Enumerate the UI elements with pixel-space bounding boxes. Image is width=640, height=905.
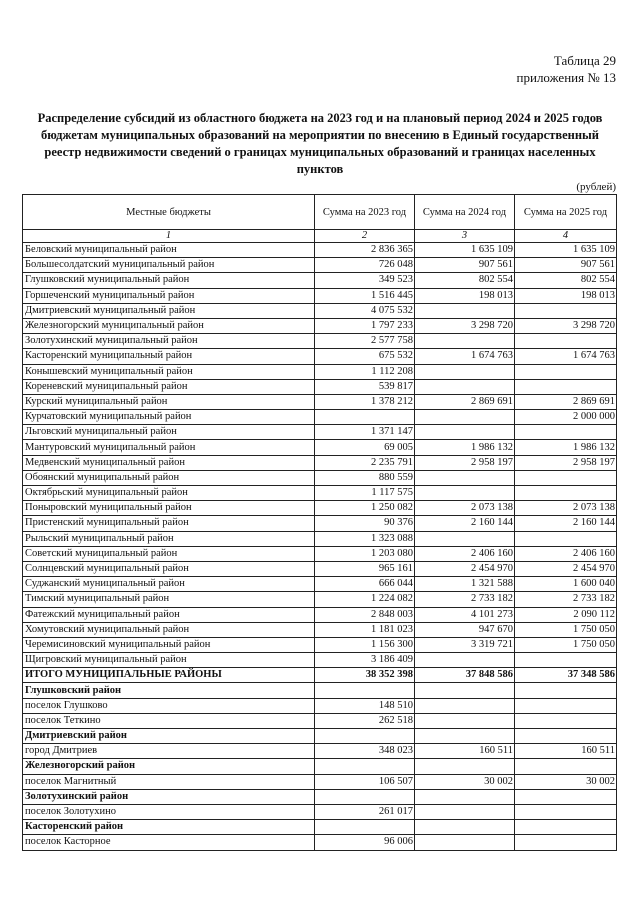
cell-2023: [315, 759, 415, 774]
cell-name: Мантуровский муниципальный район: [23, 440, 315, 455]
cell-2023: 1 224 082: [315, 592, 415, 607]
cell-2025: [515, 486, 617, 501]
cell-2024: 1 635 109: [415, 243, 515, 258]
table-row: [23, 258, 617, 273]
cell-name: Медвенский муниципальный район: [23, 455, 315, 470]
cell-name: город Дмитриев: [23, 744, 315, 759]
cell-name: поселок Глушково: [23, 698, 315, 713]
cell-2025: 2 733 182: [515, 592, 617, 607]
col-header-2025: Сумма на 2025 год: [515, 195, 617, 230]
cell-name: Большесолдатский муниципальный район: [23, 258, 315, 273]
cell-2023: 1 250 082: [315, 501, 415, 516]
cell-2024: 1 321 588: [415, 577, 515, 592]
cell-2024: 907 561: [415, 258, 515, 273]
total-row: [23, 668, 617, 683]
table-row: [23, 486, 617, 501]
cell-2024: 160 511: [415, 744, 515, 759]
cell-2025: [515, 759, 617, 774]
cell-2023: 965 161: [315, 561, 415, 576]
cell-2023: 348 023: [315, 744, 415, 759]
table-row: [23, 774, 617, 789]
cell-name: поселок Теткино: [23, 713, 315, 728]
col-number-3: 3: [415, 230, 515, 243]
cell-2023: 2 235 791: [315, 455, 415, 470]
cell-2023: 3 186 409: [315, 653, 415, 668]
cell-name: Пристенский муниципальный район: [23, 516, 315, 531]
cell-2025: [515, 820, 617, 835]
table-row: [23, 318, 617, 333]
cell-name: Солнцевский муниципальный район: [23, 561, 315, 576]
cell-2023: 1 797 233: [315, 318, 415, 333]
cell-2025: 2 073 138: [515, 501, 617, 516]
cell-2023: [315, 683, 415, 698]
cell-2023: [315, 410, 415, 425]
table-row: [23, 607, 617, 622]
cell-2025: [515, 531, 617, 546]
col-header-2024: Сумма на 2024 год: [415, 195, 515, 230]
cell-name: Хомутовский муниципальный район: [23, 622, 315, 637]
cell-name: Советский муниципальный район: [23, 546, 315, 561]
table-row: [23, 243, 617, 258]
cell-name: Дмитриевский район: [23, 729, 315, 744]
cell-2025: 2 000 000: [515, 410, 617, 425]
cell-2025: 37 348 586: [515, 668, 617, 683]
cell-2025: [515, 729, 617, 744]
cell-2023: 1 181 023: [315, 622, 415, 637]
cell-name: Щигровский муниципальный район: [23, 653, 315, 668]
cell-2023: 539 817: [315, 379, 415, 394]
cell-2025: 3 298 720: [515, 318, 617, 333]
cell-2024: 4 101 273: [415, 607, 515, 622]
cell-name: Глушковский муниципальный район: [23, 273, 315, 288]
cell-2023: 1 378 212: [315, 394, 415, 409]
header-row: [23, 195, 617, 230]
cell-name: Черемисиновский муниципальный район: [23, 637, 315, 652]
cell-name: Конышевский муниципальный район: [23, 364, 315, 379]
section-row: [23, 820, 617, 835]
col-header-name: Местные бюджеты: [23, 195, 315, 230]
cell-name: Глушковский район: [23, 683, 315, 698]
cell-2023: 1 156 300: [315, 637, 415, 652]
table-body: [23, 243, 617, 851]
cell-2024: 30 002: [415, 774, 515, 789]
cell-2023: 675 532: [315, 349, 415, 364]
cell-name: Фатежский муниципальный район: [23, 607, 315, 622]
col-number-4: 4: [515, 230, 617, 243]
table-row: [23, 531, 617, 546]
cell-2023: 1 112 208: [315, 364, 415, 379]
cell-2024: [415, 410, 515, 425]
column-number-row: [23, 230, 617, 243]
appendix-number: приложения № 13: [516, 70, 616, 85]
cell-2025: 1 750 050: [515, 637, 617, 652]
cell-2024: [415, 653, 515, 668]
cell-2023: 90 376: [315, 516, 415, 531]
cell-2024: 2 073 138: [415, 501, 515, 516]
cell-2025: 198 013: [515, 288, 617, 303]
table-row: [23, 364, 617, 379]
cell-name: Обоянский муниципальный район: [23, 470, 315, 485]
section-row: [23, 789, 617, 804]
section-row: [23, 759, 617, 774]
cell-2023: 148 510: [315, 698, 415, 713]
cell-2025: 2 090 112: [515, 607, 617, 622]
cell-2025: [515, 303, 617, 318]
cell-name: Кореневский муниципальный район: [23, 379, 315, 394]
cell-2023: 2 836 365: [315, 243, 415, 258]
cell-name: Рыльский муниципальный район: [23, 531, 315, 546]
table-row: [23, 713, 617, 728]
cell-2024: 2 160 144: [415, 516, 515, 531]
cell-2025: 907 561: [515, 258, 617, 273]
cell-name: Суджанский муниципальный район: [23, 577, 315, 592]
cell-2023: [315, 729, 415, 744]
table-row: [23, 653, 617, 668]
cell-2023: 726 048: [315, 258, 415, 273]
cell-2024: 1 986 132: [415, 440, 515, 455]
cell-name: Касторенский муниципальный район: [23, 349, 315, 364]
table-row: [23, 577, 617, 592]
table-row: [23, 835, 617, 850]
cell-2024: 3 319 721: [415, 637, 515, 652]
cell-2023: 1 117 575: [315, 486, 415, 501]
cell-2024: [415, 486, 515, 501]
cell-2024: [415, 729, 515, 744]
cell-2023: 666 044: [315, 577, 415, 592]
cell-2024: [415, 364, 515, 379]
table-row: [23, 592, 617, 607]
table-row: [23, 698, 617, 713]
cell-2025: [515, 334, 617, 349]
cell-2025: 2 958 197: [515, 455, 617, 470]
cell-2024: [415, 470, 515, 485]
table-row: [23, 303, 617, 318]
table-row: [23, 470, 617, 485]
subsidy-table: [22, 194, 617, 851]
table-row: [23, 622, 617, 637]
col-number-2: 2: [315, 230, 415, 243]
cell-name: Касторенский район: [23, 820, 315, 835]
cell-2025: 1 986 132: [515, 440, 617, 455]
cell-name: Золотухинский муниципальный район: [23, 334, 315, 349]
cell-name: Дмитриевский муниципальный район: [23, 303, 315, 318]
cell-2024: [415, 835, 515, 850]
cell-2023: 1 371 147: [315, 425, 415, 440]
cell-2024: [415, 789, 515, 804]
cell-2025: [515, 835, 617, 850]
cell-2023: 261 017: [315, 804, 415, 819]
table-row: [23, 637, 617, 652]
cell-2025: 1 674 763: [515, 349, 617, 364]
section-row: [23, 683, 617, 698]
cell-name: Железногорский район: [23, 759, 315, 774]
cell-2025: [515, 804, 617, 819]
cell-2024: 947 670: [415, 622, 515, 637]
cell-2025: [515, 698, 617, 713]
cell-2024: [415, 334, 515, 349]
cell-2024: [415, 713, 515, 728]
table-row: [23, 804, 617, 819]
cell-2025: [515, 789, 617, 804]
cell-2025: [515, 713, 617, 728]
table-row: [23, 334, 617, 349]
cell-2025: 1 750 050: [515, 622, 617, 637]
cell-name: Поныровский муниципальный район: [23, 501, 315, 516]
cell-2024: [415, 379, 515, 394]
table-row: [23, 273, 617, 288]
cell-2023: 1 323 088: [315, 531, 415, 546]
table-row: [23, 516, 617, 531]
cell-2023: 2 848 003: [315, 607, 415, 622]
cell-name: Золотухинский район: [23, 789, 315, 804]
table-row: [23, 288, 617, 303]
cell-2025: 160 511: [515, 744, 617, 759]
cell-2023: 38 352 398: [315, 668, 415, 683]
col-number-1: 1: [23, 230, 315, 243]
cell-2024: 2 869 691: [415, 394, 515, 409]
table-row: [23, 744, 617, 759]
cell-name: поселок Золотухино: [23, 804, 315, 819]
cell-name: Курский муниципальный район: [23, 394, 315, 409]
cell-2025: [515, 379, 617, 394]
table-row: [23, 410, 617, 425]
cell-name: Октябрьский муниципальный район: [23, 486, 315, 501]
table-row: [23, 349, 617, 364]
cell-2024: [415, 683, 515, 698]
cell-2024: 198 013: [415, 288, 515, 303]
cell-name: Железногорский муниципальный район: [23, 318, 315, 333]
cell-2024: 1 674 763: [415, 349, 515, 364]
cell-2025: [515, 364, 617, 379]
cell-name: поселок Магнитный: [23, 774, 315, 789]
cell-2024: [415, 820, 515, 835]
cell-2025: 1 635 109: [515, 243, 617, 258]
table-row: [23, 425, 617, 440]
cell-2025: [515, 425, 617, 440]
cell-2023: 880 559: [315, 470, 415, 485]
cell-2023: [315, 789, 415, 804]
cell-2025: 1 600 040: [515, 577, 617, 592]
cell-2025: [515, 683, 617, 698]
cell-2023: 349 523: [315, 273, 415, 288]
cell-2024: [415, 425, 515, 440]
cell-2024: 2 406 160: [415, 546, 515, 561]
cell-2025: 2 869 691: [515, 394, 617, 409]
cell-2024: [415, 303, 515, 318]
cell-2025: 2 454 970: [515, 561, 617, 576]
table-row: [23, 501, 617, 516]
cell-2023: 106 507: [315, 774, 415, 789]
table-row: [23, 455, 617, 470]
cell-2025: 2 406 160: [515, 546, 617, 561]
cell-2025: 30 002: [515, 774, 617, 789]
cell-2024: 2 454 970: [415, 561, 515, 576]
table-row: [23, 561, 617, 576]
cell-2024: 2 733 182: [415, 592, 515, 607]
cell-2023: 96 006: [315, 835, 415, 850]
cell-2025: 2 160 144: [515, 516, 617, 531]
cell-2024: 802 554: [415, 273, 515, 288]
col-header-2023: Сумма на 2023 год: [315, 195, 415, 230]
section-row: [23, 729, 617, 744]
cell-2023: [315, 820, 415, 835]
cell-name: Курчатовский муниципальный район: [23, 410, 315, 425]
table-row: [23, 546, 617, 561]
cell-name: Горшеченский муниципальный район: [23, 288, 315, 303]
cell-2024: 2 958 197: [415, 455, 515, 470]
table-number: Таблица 29: [553, 53, 616, 68]
cell-2024: [415, 531, 515, 546]
cell-2025: 802 554: [515, 273, 617, 288]
cell-2023: 4 075 532: [315, 303, 415, 318]
cell-name: поселок Касторное: [23, 835, 315, 850]
cell-2024: 3 298 720: [415, 318, 515, 333]
cell-2025: [515, 470, 617, 485]
cell-2024: [415, 804, 515, 819]
cell-name: Тимский муниципальный район: [23, 592, 315, 607]
cell-2023: 1 203 080: [315, 546, 415, 561]
cell-2023: 1 516 445: [315, 288, 415, 303]
cell-2023: 69 005: [315, 440, 415, 455]
cell-2024: [415, 759, 515, 774]
table-row: [23, 440, 617, 455]
table-row: [23, 394, 617, 409]
document-title: Распределение субсидий из областного бюджета на 2023 год и на плановый период 2024 и 2025 годов бюджетам муниципальных образований на мероприятии по внесению в Единый государственный реестр недвижимости сведений о границах муниципальных образований и границах населенных пунктов: [37, 111, 603, 176]
cell-2024: 37 848 586: [415, 668, 515, 683]
cell-name: Беловский муниципальный район: [23, 243, 315, 258]
cell-2023: 2 577 758: [315, 334, 415, 349]
cell-name: ИТОГО МУНИЦИПАЛЬНЫЕ РАЙОНЫ: [23, 668, 315, 683]
table-row: [23, 379, 617, 394]
unit-label: (рублей): [576, 181, 616, 193]
cell-2024: [415, 698, 515, 713]
cell-2023: 262 518: [315, 713, 415, 728]
cell-2025: [515, 653, 617, 668]
cell-name: Льговский муниципальный район: [23, 425, 315, 440]
